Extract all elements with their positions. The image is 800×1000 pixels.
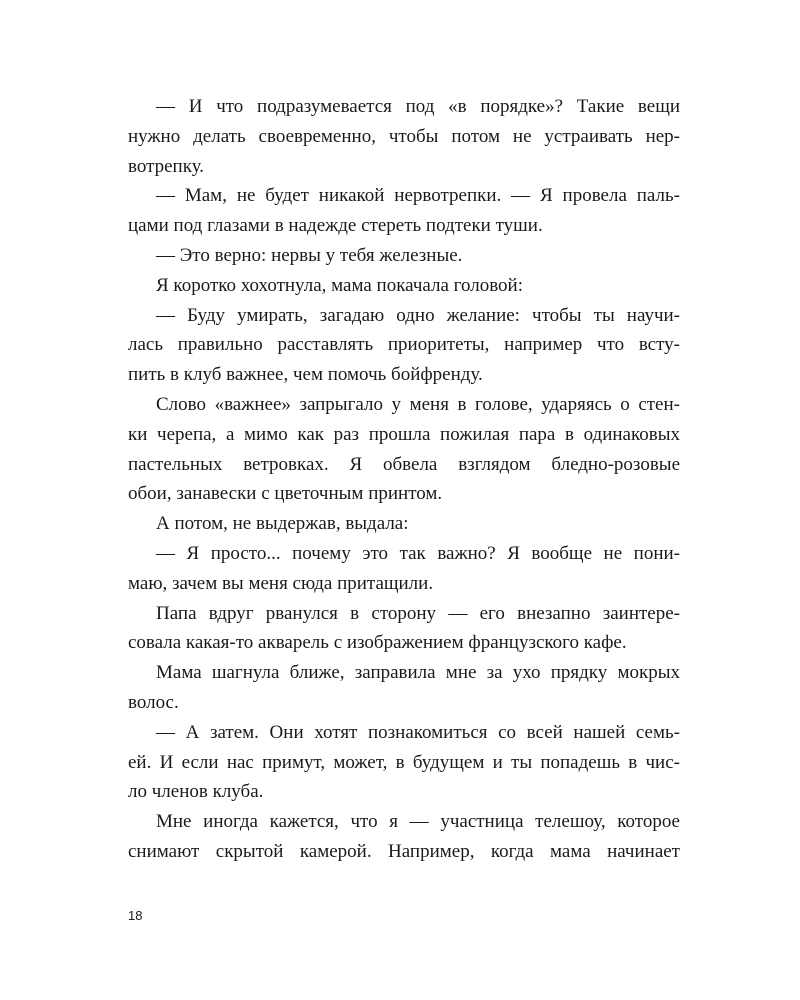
text-line: совала какая-то акварель с изображением французского кафе. <box>128 632 627 654</box>
paragraph <box>128 718 680 807</box>
page-number: 18 <box>128 908 143 923</box>
text-line: — Я просто... почему это так важно? Я вообще не пони- <box>156 542 680 564</box>
text-line: Мама шагнула ближе, заправила мне за ухо прядку мокрых <box>156 662 680 684</box>
text-line: маю, зачем вы меня сюда притащили. <box>128 572 434 594</box>
text-line: ло членов клуба. <box>128 781 264 803</box>
text-line: — Мам, не будет никакой нервотрепки. — Я провела паль- <box>156 185 680 207</box>
text-line: пастельных ветровках. Я обвела взглядом бледно-розовые <box>128 453 680 475</box>
text-line: Я коротко хохотнула, мама покачала головой: <box>156 274 523 296</box>
paragraph <box>128 301 680 390</box>
text-line: ки черепа, а мимо как раз прошла пожилая пара в одинаковых <box>128 423 680 445</box>
text-line: ей. И если нас примут, может, в будущем и ты попадешь в чис- <box>128 751 680 773</box>
paragraph <box>128 807 680 867</box>
text-line: Мне иногда кажется, что я — участница телешоу, которое <box>156 811 680 833</box>
paragraph <box>128 241 680 271</box>
text-line: Папа вдруг рванулся в сторону — его внезапно заинтере- <box>156 602 680 624</box>
paragraph <box>128 390 680 509</box>
text-line: Слово «важнее» запрыгало у меня в голове, ударяясь о стен- <box>156 393 680 415</box>
text-line: А потом, не выдержав, выдала: <box>156 513 409 535</box>
paragraph <box>128 539 680 599</box>
text-line: — Это верно: нервы у тебя железные. <box>156 244 463 266</box>
paragraph <box>128 92 680 181</box>
text-line: вотрепку. <box>128 155 205 177</box>
page-text <box>128 92 680 867</box>
paragraph <box>128 599 680 659</box>
text-line: снимают скрытой камерой. Например, когда мама начинает <box>128 840 680 862</box>
paragraph <box>128 509 680 539</box>
text-line: нужно делать своевременно, чтобы потом не устраивать нер- <box>128 125 680 147</box>
text-line: цами под глазами в надежде стереть подтеки туши. <box>128 215 543 237</box>
text-line: — Буду умирать, загадаю одно желание: чтобы ты научи- <box>156 304 680 326</box>
paragraph <box>128 181 680 241</box>
paragraph <box>128 271 680 301</box>
text-line: — А затем. Они хотят познакомиться со всей нашей семь- <box>156 721 680 743</box>
book-page-body <box>128 92 680 867</box>
text-line: — И что подразумевается под «в порядке»? Такие вещи <box>156 96 680 117</box>
text-line: лась правильно расставлять приоритеты, например что всту- <box>128 334 680 356</box>
text-line: волос. <box>128 691 179 713</box>
paragraph <box>128 658 680 718</box>
text-line: пить в клуб важнее, чем помочь бойфренду. <box>128 364 483 386</box>
text-line: обои, занавески с цветочным принтом. <box>128 483 443 505</box>
